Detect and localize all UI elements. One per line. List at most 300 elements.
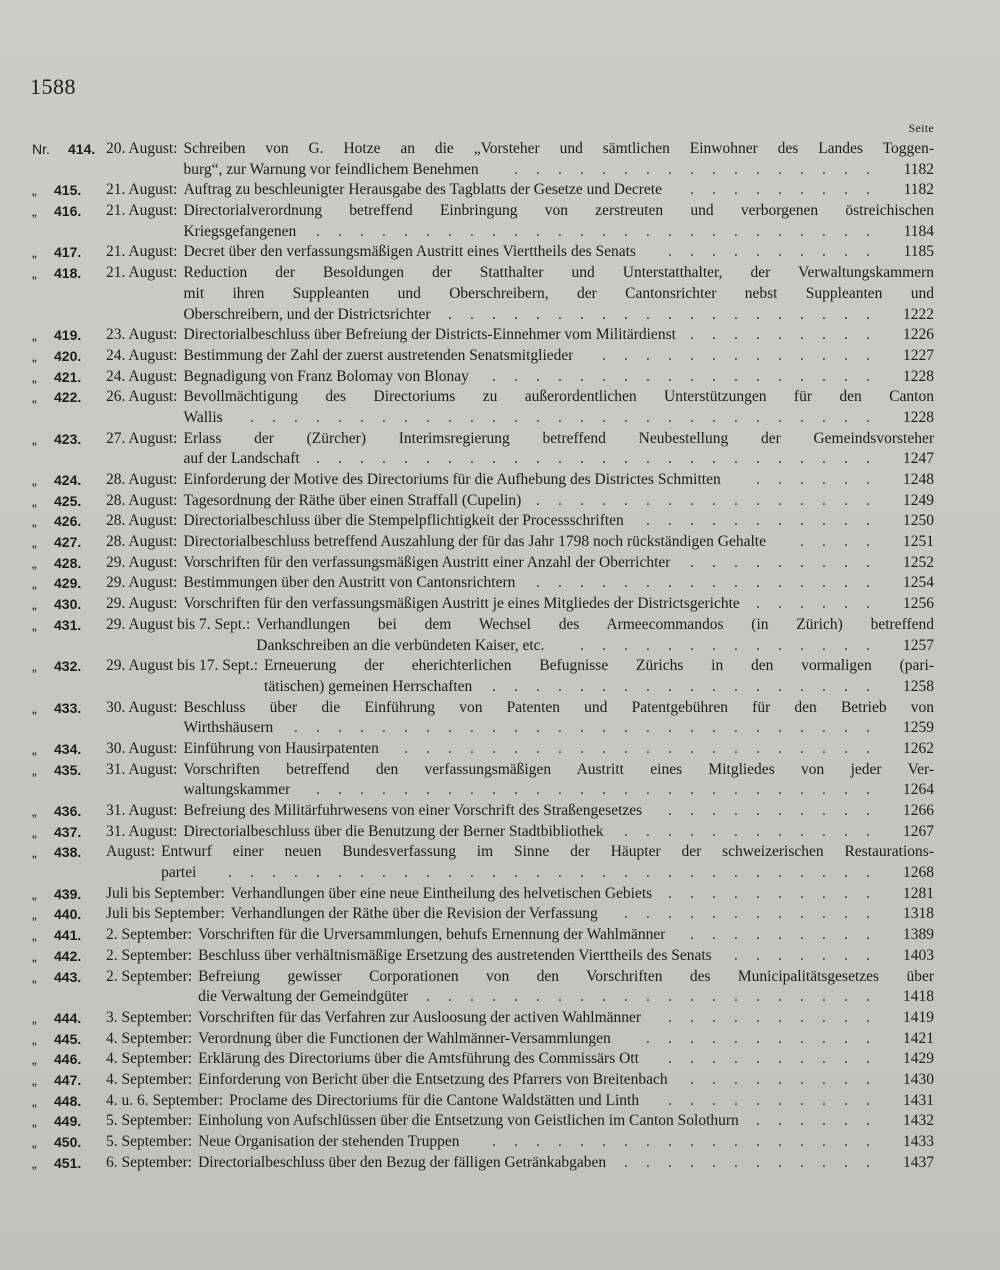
- toc-entry: [0, 1008, 1000, 1029]
- entry-date: 24. August:: [106, 346, 178, 364]
- entry-number-prefix: „: [32, 554, 37, 571]
- toc-entry: [0, 367, 1000, 388]
- entry-page: 1185: [903, 243, 934, 261]
- entry-number: [32, 615, 82, 636]
- entry-page: 1433: [903, 1133, 934, 1150]
- leader-dots: ...........: [646, 512, 888, 530]
- toc-entry-line: [0, 160, 1000, 181]
- entry-number-prefix: „: [32, 368, 37, 385]
- toc-entry-line: [0, 1070, 1000, 1091]
- toc-entry-line: [0, 387, 1000, 408]
- entry-number: [32, 967, 82, 988]
- toc-entry-line: [0, 532, 1000, 553]
- entry-page: 1403: [903, 946, 934, 964]
- entry-title-line: Bevollmächtigung des Directoriums zu außerordentlichen Unterstützungen für den Canton: [183, 388, 934, 406]
- leader-dots: ..........: [668, 1008, 888, 1026]
- entry-number-value: 450.: [54, 1134, 82, 1150]
- entry-title-line: Vorschriften für den verfassungsmäßigen Austritt einer Anzahl der Oberrichter: [183, 553, 671, 571]
- entry-number-value: 421.: [54, 368, 82, 385]
- entry-page: 1432: [903, 1112, 934, 1130]
- entry-number: [32, 367, 82, 388]
- toc-entry-line: [0, 863, 1000, 884]
- toc-entry-line: [0, 553, 1000, 574]
- entry-number-value: 419.: [54, 327, 82, 344]
- entry-number-prefix: „: [32, 1071, 37, 1088]
- entry-number-value: 432.: [54, 658, 82, 675]
- entry-number-prefix: „: [32, 1051, 37, 1068]
- entry-title-line: tätischen) gemeinen Herrschaften: [264, 677, 473, 695]
- entry-page: 1262: [903, 739, 934, 757]
- leader-dots: ............: [624, 822, 888, 840]
- leader-dots: ............: [624, 905, 888, 923]
- entry-number: [32, 698, 82, 719]
- entry-number-value: 434.: [54, 740, 82, 757]
- entry-title-line: Verhandlungen bei dem Wechsel des Armeecommandos (in Zürich) betreffend: [256, 615, 934, 633]
- leader-dots: .................: [514, 160, 888, 178]
- entry-number-prefix: „: [32, 244, 37, 261]
- toc-entry: [0, 491, 1000, 512]
- entry-page: 1419: [903, 1008, 934, 1026]
- entry-date: 24. August:: [106, 367, 178, 385]
- entry-title-line: Bestimmungen über den Austritt von Cantonsrichtern: [183, 574, 516, 592]
- leader-dots: ...........................: [294, 719, 888, 737]
- entry-number-value: 422.: [54, 389, 82, 406]
- entry-number-value: 438.: [54, 844, 82, 861]
- toc-entry: [0, 242, 1000, 263]
- entry-date: 4. u. 6. September:: [106, 1091, 224, 1109]
- entry-title-line: Vorschriften für den verfassungsmäßigen Austritt je eines Mitgliedes der Districtsgerichte: [183, 595, 740, 613]
- entry-number-prefix: „: [32, 885, 37, 902]
- entry-number-value: 420.: [54, 347, 82, 364]
- entry-date: August:: [106, 843, 156, 861]
- entry-number-value: 449.: [54, 1113, 82, 1130]
- entry-title-line: Auftrag zu beschleunigter Herausgabe des Tagblatts der Gesetze und Decrete: [183, 181, 662, 199]
- entry-page: 1437: [903, 1153, 934, 1171]
- entry-date: 31. August:: [106, 802, 178, 819]
- entry-title-line: Wirthshäusern: [183, 719, 274, 737]
- leader-dots: ............: [624, 1153, 888, 1171]
- entry-number-value: 437.: [54, 823, 82, 840]
- entry-page: 1249: [903, 491, 934, 509]
- entry-number-value: 443.: [54, 968, 82, 985]
- entry-title-line: Befreiung des Militärfuhrwesens von einer Vorschrift des Straßengesetzes: [183, 802, 643, 819]
- entry-number-value: 426.: [54, 513, 82, 530]
- toc-entry-line: [0, 1153, 1000, 1174]
- entry-number-value: 417.: [54, 244, 82, 261]
- toc-entry-line: [0, 408, 1000, 429]
- entry-number-value: 448.: [54, 1092, 82, 1109]
- leader-dots: ..............................: [228, 864, 888, 882]
- toc-entry: [0, 884, 1000, 905]
- entry-title-line: Vorschriften für das Verfahren zur Ausloosung der activen Wahlmänner: [198, 1008, 642, 1026]
- entry-number: [32, 842, 82, 863]
- entry-number: [32, 325, 82, 346]
- entry-title-line: partei: [161, 864, 197, 882]
- entry-number: [32, 925, 82, 946]
- entry-number: [32, 242, 82, 263]
- entry-page: 1251: [903, 533, 934, 551]
- entry-title-line: Beschluss über verhältnismäßige Ersetzung des austretenden Vierttheils des Senats: [198, 946, 712, 964]
- entry-number-prefix: „: [32, 1009, 37, 1026]
- toc-entry: [0, 1153, 1000, 1174]
- entry-number: [32, 1111, 82, 1132]
- toc-entry: [0, 511, 1000, 532]
- entry-number-prefix: „: [32, 203, 37, 220]
- entry-title-line: Erlass der (Zürcher) Interimsregierung betreffend Neubestellung der Gemeindsvorsteher: [183, 429, 934, 447]
- toc-entry-line: [0, 346, 1000, 367]
- entry-title-line: Einforderung von Bericht über die Entsetzung des Pfarrers von Breitenbach: [198, 1070, 668, 1088]
- entry-date: 31. August:: [106, 822, 178, 840]
- entry-date: 30. August:: [106, 698, 178, 716]
- leader-dots: ................: [536, 491, 888, 509]
- entry-number: [32, 739, 82, 760]
- leader-dots: ....: [800, 533, 888, 551]
- toc-entry-line: [0, 1008, 1000, 1029]
- entry-page: 1256: [903, 595, 934, 613]
- entry-title-line: die Verwaltung der Gemeindgüter: [198, 988, 409, 1006]
- entry-number-prefix: „: [32, 761, 37, 778]
- entry-title-line: Directorialbeschluss über die Benutzung der Berner Stadtbibliothek: [183, 822, 604, 840]
- entry-page: 1228: [903, 408, 934, 426]
- entry-number-value: 424.: [54, 472, 82, 488]
- entry-date: Juli bis September:: [106, 905, 225, 923]
- entry-title-line: Directorialbeschluss über die Stempelpflichtigkeit der Processschriften: [183, 512, 624, 530]
- entry-title-line: Tagesordnung der Räthe über einen Straffall (Cupelin): [183, 491, 522, 509]
- entry-title-line: Directorialverordnung betreffend Einbringung von zerstreuten und verborgenen östreichischen: [183, 202, 934, 220]
- leader-dots: .........: [690, 181, 888, 199]
- entry-number-prefix: „: [32, 182, 37, 199]
- entry-title-line: Verhandlungen über eine neue Eintheilung des helvetischen Gebiets: [230, 884, 653, 902]
- entry-title-line: Bestimmung der Zahl der zuerst austretenden Senatsmitglieder: [183, 346, 574, 364]
- entry-number-prefix: „: [32, 389, 37, 406]
- entry-page: 1281: [903, 884, 934, 902]
- leader-dots: .........: [690, 326, 888, 344]
- entry-title-line: Oberschreibern, und der Districtsrichter: [183, 305, 431, 323]
- leader-dots: ......................: [404, 739, 888, 757]
- entry-number-value: 441.: [54, 927, 82, 944]
- entry-number-prefix: „: [32, 906, 37, 923]
- entry-number-prefix: „: [32, 596, 37, 613]
- entry-number-value: 428.: [54, 554, 82, 571]
- entry-title-line: Directorialbeschluss über Befreiung der Districts-Einnehmer vom Militärdienst: [183, 326, 676, 344]
- entry-number: [32, 139, 96, 160]
- toc-entry-line: [0, 284, 1000, 305]
- entry-number: [32, 946, 82, 967]
- entry-page: 1184: [903, 222, 934, 240]
- entry-number-value: 447.: [54, 1071, 82, 1088]
- entry-title-line: Erneuerung der eherichterlichen Befugnisse Zürichs in den vormaligen (pari-: [264, 657, 934, 675]
- leader-dots: ..........: [668, 884, 888, 902]
- entry-title-line: Reduction der Besoldungen der Statthalter und Unterstatthalter, der Verwaltungskammern: [183, 264, 934, 282]
- leader-dots: ..........: [668, 1050, 888, 1068]
- entry-page: 1247: [903, 450, 934, 468]
- entry-number-value: 444.: [54, 1009, 82, 1026]
- entry-number-value: 425.: [54, 492, 82, 509]
- entry-title-line: Entwurf einer neuen Bundesverfassung im Sinne der Häupter der schweizerischen Restaurations-: [161, 843, 934, 861]
- entry-number-prefix: „: [32, 1030, 37, 1047]
- entry-number-value: 423.: [54, 430, 82, 447]
- toc-entry-line: [0, 594, 1000, 615]
- entry-page: 1250: [903, 512, 934, 530]
- entry-date: 29. August bis 7. Sept.:: [106, 615, 251, 633]
- toc-entry-line: [0, 470, 1000, 491]
- toc-entry-line: [0, 884, 1000, 905]
- entry-date: 30. August:: [106, 739, 178, 757]
- entry-title-line: burg“, zur Warnung vor feindlichem Benehmen: [183, 160, 479, 178]
- toc-entry-line: [0, 305, 1000, 326]
- entry-page: 1421: [903, 1029, 934, 1047]
- toc-entry-line: [0, 656, 1000, 677]
- entry-title-line: Einforderung der Motive des Directoriums für die Aufhebung des Districtes Schmitten: [183, 471, 721, 488]
- toc-entry-line: [0, 967, 1000, 988]
- entry-number-prefix: „: [32, 844, 37, 861]
- leader-dots: .........: [690, 926, 888, 944]
- toc-entry-line: [0, 325, 1000, 346]
- entry-number-prefix: „: [32, 265, 37, 282]
- page-number: 1588: [30, 74, 76, 99]
- entry-number: [32, 594, 82, 615]
- leader-dots: ..................: [492, 367, 888, 385]
- entry-number-prefix: „: [32, 1154, 37, 1171]
- entry-title-line: Directorialbeschluss über den Bezug der fälligen Getränkabgaben: [198, 1153, 607, 1171]
- entry-number: [32, 511, 82, 532]
- entry-number: [32, 346, 82, 367]
- entry-number-value: 416.: [54, 203, 82, 220]
- toc-entry: [0, 842, 1000, 883]
- toc-entry: [0, 201, 1000, 242]
- leader-dots: ..........................: [316, 222, 888, 240]
- toc-entry: [0, 925, 1000, 946]
- toc-entry-line: [0, 904, 1000, 925]
- entry-page: 1228: [903, 367, 934, 385]
- entry-number-prefix: „: [32, 947, 37, 964]
- entry-page: 1431: [903, 1091, 934, 1109]
- entry-date: 5. September:: [106, 1133, 193, 1150]
- entry-number-prefix: „: [32, 430, 37, 447]
- entry-number-prefix: „: [32, 803, 37, 819]
- entry-title-line: Einholung von Aufschlüssen über die Entsetzung von Geistlichen im Canton Solothurn: [198, 1112, 739, 1130]
- entry-number-prefix: Nr.: [32, 141, 50, 157]
- toc-entry-line: [0, 636, 1000, 657]
- entry-page: 1389: [903, 926, 934, 944]
- leader-dots: .............: [602, 346, 888, 364]
- leader-dots: ..........: [668, 1091, 888, 1109]
- entry-number-prefix: „: [32, 740, 37, 757]
- entry-number-prefix: „: [32, 513, 37, 530]
- entry-title-line: Kriegsgefangenen: [183, 222, 297, 240]
- entry-number: [32, 553, 82, 574]
- entry-number-value: 439.: [54, 885, 82, 902]
- entry-page: 1257: [903, 636, 934, 654]
- entry-title-line: waltungskammer: [183, 781, 291, 799]
- entry-title-line: Verhandlungen der Räthe über die Revision der Verfassung: [230, 905, 598, 923]
- entry-title-line: Decret über den verfassungsmäßigen Austritt eines Vierttheils des Senats: [183, 243, 636, 261]
- toc-entry-line: [0, 801, 1000, 822]
- toc-entry: [0, 1091, 1000, 1112]
- toc-entry-line: [0, 780, 1000, 801]
- entry-number-value: 415.: [54, 182, 82, 199]
- leader-dots: ..........: [668, 802, 888, 819]
- toc-entry-line: [0, 242, 1000, 263]
- entry-title-line: Verordnung über die Functionen der Wahlmänner-Versammlungen: [198, 1029, 611, 1047]
- entry-date: 27. August:: [106, 429, 178, 447]
- toc-entry-line: [0, 263, 1000, 284]
- entry-date: 2. September:: [106, 967, 193, 985]
- entry-date: 5. September:: [106, 1112, 193, 1130]
- entry-date: 6. September:: [106, 1153, 193, 1171]
- entry-number-value: 414.: [68, 141, 96, 157]
- leader-dots: ..........: [668, 243, 888, 261]
- toc-entry: [0, 967, 1000, 1008]
- toc-entry-line: [0, 615, 1000, 636]
- leader-dots: ..............: [580, 636, 888, 654]
- leader-dots: ..........................: [316, 781, 888, 799]
- entry-page: 1267: [903, 822, 934, 840]
- entry-number-prefix: „: [32, 616, 37, 633]
- entry-date: 26. August:: [106, 388, 178, 406]
- entry-title-line: Schreiben von G. Hotze an die „Vorsteher und sämtlichen Einwohner des Landes Toggen-: [183, 140, 934, 157]
- toc-entry: [0, 904, 1000, 925]
- entry-title-line: Begnadigung von Franz Bolomay von Blonay: [183, 367, 469, 385]
- toc-entry: [0, 553, 1000, 574]
- entry-number: [32, 1091, 82, 1112]
- toc-entry: [0, 532, 1000, 553]
- toc-entry: [0, 1049, 1000, 1070]
- entry-date: 29. August:: [106, 553, 178, 571]
- leader-dots: .............................: [250, 408, 888, 426]
- entry-number-prefix: „: [32, 472, 37, 488]
- entry-date: 23. August:: [106, 326, 178, 344]
- entry-title-line: Neue Organisation der stehenden Truppen: [198, 1133, 460, 1150]
- toc-entry-line: [0, 449, 1000, 470]
- entry-number-value: 429.: [54, 575, 82, 592]
- entry-title-line: auf der Landschaft: [183, 450, 300, 468]
- entry-number: [32, 387, 82, 408]
- entry-number-prefix: „: [32, 347, 37, 364]
- toc-entry: [0, 1070, 1000, 1091]
- table-of-contents: [0, 139, 1000, 1173]
- entry-page: 1254: [903, 574, 934, 592]
- leader-dots: .........: [690, 1070, 888, 1088]
- entry-title-line: Dankschreiben an die verbündeten Kaiser, etc.: [256, 636, 545, 654]
- toc-entry: [0, 263, 1000, 325]
- entry-number-prefix: „: [32, 658, 37, 675]
- toc-entry: [0, 739, 1000, 760]
- entry-date: 28. August:: [106, 491, 178, 509]
- entry-number: [32, 1070, 82, 1091]
- entry-page: 1258: [903, 677, 934, 695]
- toc-entry-line: [0, 180, 1000, 201]
- entry-number-prefix: „: [32, 927, 37, 944]
- toc-entry-line: [0, 739, 1000, 760]
- entry-page: 1264: [903, 781, 934, 799]
- entry-number-value: 436.: [54, 803, 82, 819]
- entry-title-line: mit ihren Suppleanten und Oberschreibern, der Cantonsrichter nebst Suppleanten und: [183, 284, 934, 302]
- entry-date: 21. August:: [106, 181, 178, 199]
- entry-page: 1227: [903, 346, 934, 364]
- entry-number: [32, 1008, 82, 1029]
- entry-date: 21. August:: [106, 243, 178, 261]
- toc-entry-line: [0, 1049, 1000, 1070]
- toc-entry-line: [0, 946, 1000, 967]
- toc-entry-line: [0, 698, 1000, 719]
- entry-date: 29. August:: [106, 595, 178, 613]
- toc-entry: [0, 139, 1000, 180]
- toc-entry-line: [0, 201, 1000, 222]
- entry-title-line: Proclame des Directoriums für die Cantone Waldstätten und Linth: [229, 1091, 640, 1109]
- entry-page: 1226: [903, 326, 934, 344]
- entry-number-value: 418.: [54, 265, 82, 282]
- entry-number-value: 440.: [54, 906, 82, 923]
- entry-date: 21. August:: [106, 264, 178, 282]
- entry-number: [32, 532, 82, 553]
- leader-dots: .......: [734, 946, 888, 964]
- leader-dots: ................: [536, 574, 888, 592]
- entry-page: 1252: [903, 553, 934, 571]
- entry-number-value: 442.: [54, 947, 82, 964]
- toc-entry: [0, 180, 1000, 201]
- entry-title-line: Wallis: [183, 408, 223, 426]
- toc-entry-line: [0, 925, 1000, 946]
- leader-dots: ..................: [492, 1133, 888, 1150]
- entry-number-prefix: „: [32, 1092, 37, 1109]
- entry-number: [32, 760, 82, 781]
- entry-number: [32, 1153, 82, 1174]
- toc-entry-line: [0, 822, 1000, 843]
- toc-entry-line: [0, 367, 1000, 388]
- entry-date: 31. August:: [106, 760, 178, 778]
- entry-number-prefix: „: [32, 327, 37, 344]
- toc-entry-line: [0, 1091, 1000, 1112]
- toc-entry: [0, 822, 1000, 843]
- leader-dots: ......: [756, 595, 888, 613]
- toc-entry-line: [0, 139, 1000, 160]
- entry-page: 1222: [903, 305, 934, 323]
- toc-entry: [0, 573, 1000, 594]
- toc-entry: [0, 594, 1000, 615]
- entry-title-line: Erklärung des Directoriums über die Amtsführung des Commissärs Ott: [198, 1050, 639, 1068]
- toc-entry-line: [0, 842, 1000, 863]
- entry-number: [32, 201, 82, 222]
- entry-number: [32, 801, 82, 822]
- entry-number-value: 451.: [54, 1154, 82, 1171]
- entry-number-prefix: „: [32, 1113, 37, 1130]
- entry-number: [32, 491, 82, 512]
- entry-number: [32, 904, 82, 925]
- entry-date: 4. September:: [106, 1029, 193, 1047]
- page-column-header: Seite: [908, 121, 934, 135]
- entry-number: [32, 1029, 82, 1050]
- entry-number-prefix: „: [32, 699, 37, 716]
- leader-dots: .........: [690, 553, 888, 571]
- entry-title-line: Einführung von Hausirpatenten: [183, 739, 379, 757]
- entry-number: [32, 180, 82, 201]
- entry-page: 1266: [903, 802, 934, 819]
- entry-date: 4. September:: [106, 1050, 193, 1068]
- entry-date: 28. August:: [106, 512, 178, 530]
- entry-number: [32, 573, 82, 594]
- entry-number: [32, 429, 82, 450]
- entry-number-prefix: „: [32, 1134, 37, 1150]
- toc-entry: [0, 470, 1000, 491]
- toc-entry: [0, 1029, 1000, 1050]
- entry-number: [32, 263, 82, 284]
- toc-entry-line: [0, 1132, 1000, 1153]
- entry-title-line: Befreiung gewisser Corporationen von den Vorschriften des Municipalitätsgesetzes über: [198, 967, 934, 985]
- entry-number-value: 431.: [54, 616, 82, 633]
- leader-dots: ...........: [646, 1029, 888, 1047]
- entry-number-prefix: „: [32, 575, 37, 592]
